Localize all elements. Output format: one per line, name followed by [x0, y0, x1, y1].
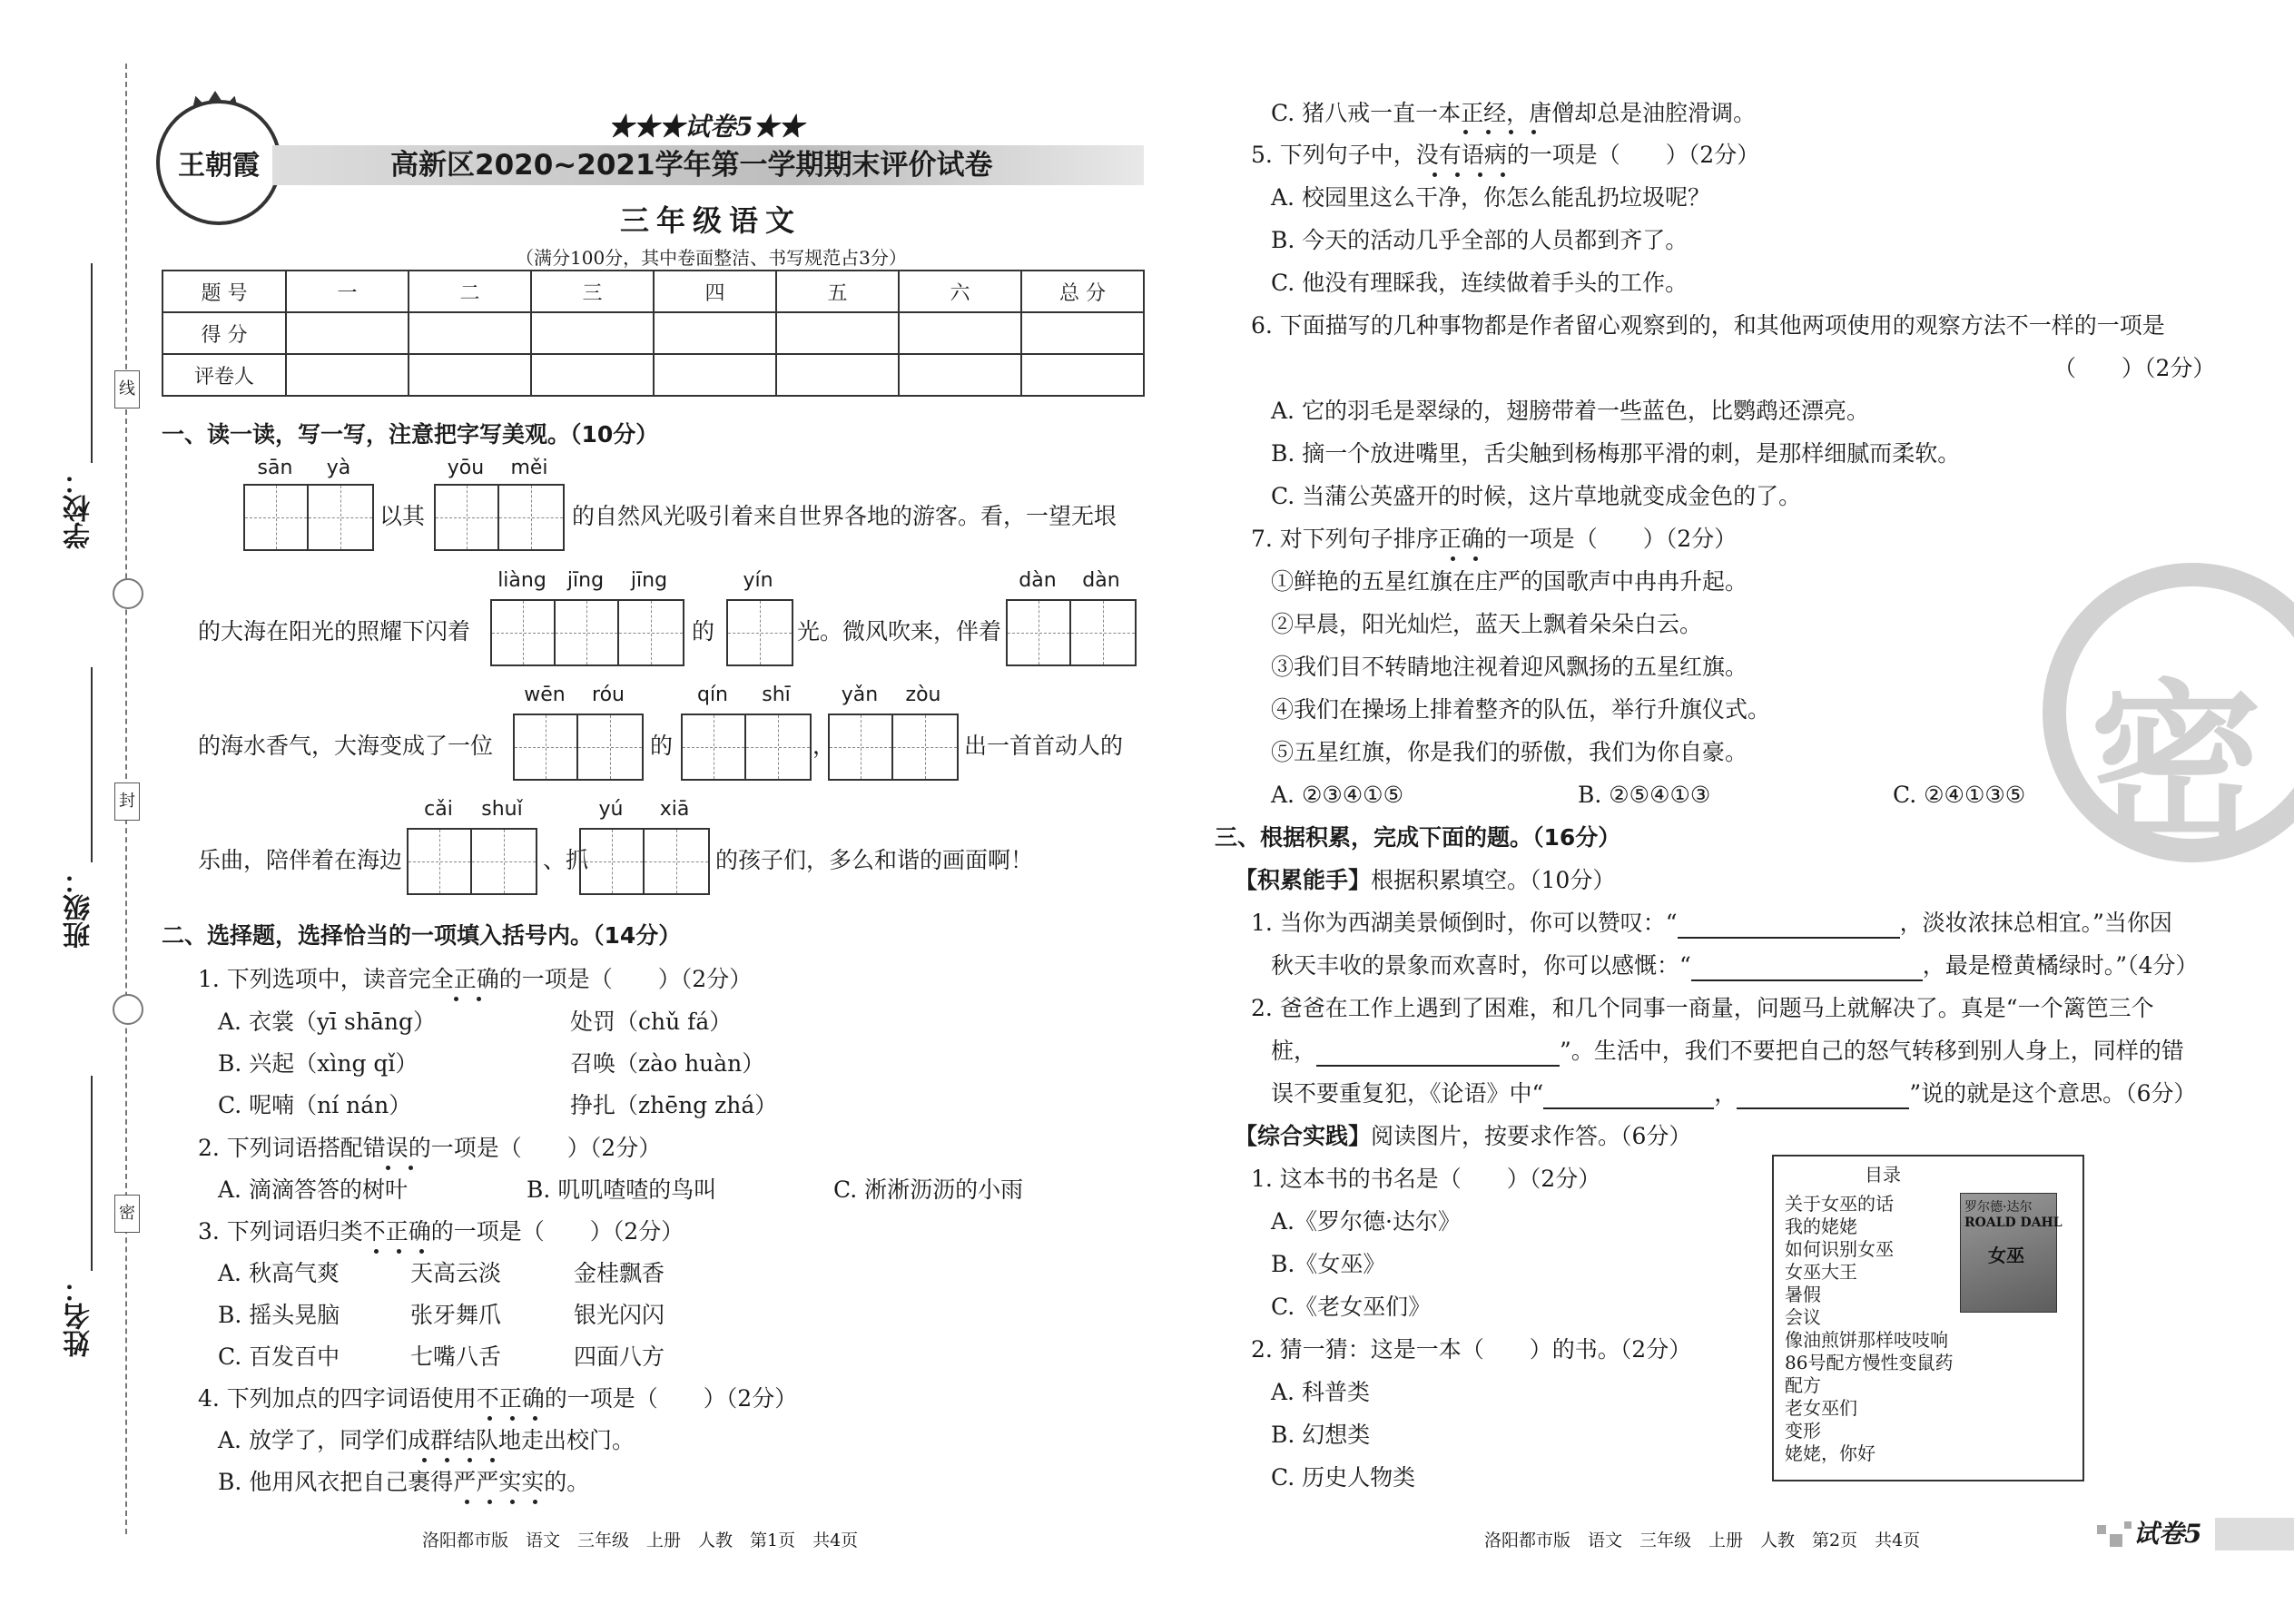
score-header-cell: 总 分	[1021, 271, 1144, 312]
passage-text: 、抓	[543, 847, 589, 873]
option: C. 呢喃（ní nán）	[218, 1092, 412, 1118]
option: A. ②③④①⑤	[1271, 782, 1404, 808]
score-cell[interactable]	[776, 312, 899, 354]
score-header-cell: 题 号	[162, 271, 286, 312]
score-cell[interactable]	[286, 312, 409, 354]
score-row	[162, 312, 1144, 354]
pinyin: yín	[743, 569, 773, 592]
option: A. 科普类	[1271, 1379, 1370, 1405]
pinyin: xiā	[659, 798, 690, 821]
class-label: 班级：	[64, 867, 95, 949]
paper-tag: 试卷5	[2133, 1519, 2202, 1549]
grader-cell[interactable]	[654, 354, 776, 396]
tianzi-grid[interactable]	[407, 828, 537, 895]
tianzi-grid[interactable]	[243, 484, 374, 551]
score-cell[interactable]	[409, 312, 531, 354]
option: A. 秋高气爽	[218, 1260, 340, 1286]
question: 7. 对下列句子排序正确的一项是（ ）（2分）	[1251, 526, 1738, 552]
toc-item: 86号配方慢性变鼠药	[1785, 1352, 1954, 1373]
emphasis-dot	[490, 1458, 495, 1462]
grader-cell[interactable]	[531, 354, 654, 396]
passage-text: 的自然风光吸引着来自世界各地的游客。看，一望无垠	[572, 503, 1117, 529]
tianzi-grid[interactable]	[513, 714, 644, 781]
paper-tag-bar	[2215, 1518, 2294, 1550]
grader-row	[162, 354, 1144, 396]
pinyin: zòu	[905, 684, 941, 706]
binding-mark-feng: 封	[114, 782, 140, 821]
option: A.《罗尔德·达尔》	[1271, 1208, 1461, 1235]
score-header-cell: 二	[409, 271, 531, 312]
binding-mark-mi: 密	[114, 1195, 140, 1233]
brand-logo: 王朝霞	[156, 100, 281, 225]
option: B. 今天的活动几乎全部的人员都到齐了。	[1271, 227, 1689, 253]
section1-heading: 一、读一读，写一写，注意把字写美观。（10分）	[162, 421, 659, 448]
tianzi-grid[interactable]	[726, 599, 793, 666]
toc-item: 配方	[1785, 1374, 1821, 1396]
toc-item: 我的姥姥	[1785, 1216, 1857, 1237]
toc-item: 女巫大王	[1785, 1261, 1857, 1283]
passage-text: 出一首首动人的	[964, 733, 1124, 759]
option: C. 他没有理睬我，连续做着手头的工作。	[1271, 270, 1689, 296]
emphasis-dot	[374, 1249, 379, 1254]
score-row-label: 得 分	[162, 312, 286, 354]
fill-text: ，最是橙黄橘绿时。”（4分）	[1922, 952, 2199, 979]
emphasis-dot	[477, 997, 481, 1001]
passage-text: 的孩子们，多么和谐的画面啊！	[715, 847, 1034, 873]
toc-item: 像油煎饼那样吱吱响	[1785, 1329, 1948, 1351]
emphasis-dot	[465, 1500, 469, 1504]
tianzi-grid[interactable]	[490, 599, 684, 666]
pinyin: róu	[592, 684, 625, 706]
option: C. 历史人物类	[1271, 1464, 1416, 1491]
fill-question	[1271, 1078, 2197, 1109]
pinyin: wēn	[524, 684, 566, 706]
binding-mark-xian: 线	[114, 370, 140, 408]
sentence: ①鲜艳的五星红旗在庄严的国歌声中冉冉升起。	[1271, 568, 1748, 595]
emphasis-dot	[397, 1249, 401, 1254]
passage-text: ，	[812, 733, 836, 759]
score-header-cell: 四	[654, 271, 776, 312]
toc-item: 如何识别女巫	[1785, 1238, 1894, 1260]
passage-text: 以其	[379, 503, 426, 529]
score-table-header	[162, 271, 1144, 312]
subsection-text: 阅读图片，按要求作答。（6分）	[1371, 1123, 1692, 1149]
question: 5. 下列句子中，没有语病的一项是（ ）（2分）	[1251, 142, 1760, 168]
passage-text: 的	[650, 733, 674, 759]
option: B. 他用风衣把自己裹得严严实实的。	[218, 1469, 590, 1495]
fill-text: ”说的就是这个意思。（6分）	[1909, 1080, 2197, 1107]
sentence: ③我们目不转睛地注视着迎风飘扬的五星红旗。	[1271, 654, 1748, 680]
binding-hole	[113, 578, 143, 609]
question: 1. 下列选项中，读音完全正确的一项是（ ）（2分）	[198, 966, 753, 992]
emphasis-dot	[510, 1416, 515, 1421]
option: 挣扎（zhēng zhá）	[570, 1092, 778, 1118]
pinyin: liàng	[497, 569, 546, 592]
option: C. 猪八戒一直一本正经，唐僧却总是油腔滑调。	[1271, 100, 1757, 126]
decor-square	[2097, 1525, 2106, 1534]
fill-question	[1271, 1036, 2184, 1067]
pinyin: dàn	[1019, 569, 1057, 592]
emphasis-dot	[419, 1249, 424, 1254]
emphasis-dot	[409, 1166, 413, 1170]
score-header-cell: 五	[776, 271, 899, 312]
emphasis-dot	[468, 1458, 472, 1462]
tianzi-grid[interactable]	[434, 484, 565, 551]
emphasis-dot	[1531, 130, 1536, 134]
question: 2. 下列词语搭配错误的一项是（ ）（2分）	[198, 1135, 662, 1161]
option: A. 滴滴答答的树叶	[218, 1176, 408, 1203]
pinyin: shuǐ	[481, 798, 523, 821]
fill-text: 秋天丰收的景象而欢喜时，你可以感慨：“	[1271, 952, 1691, 979]
fill-blank[interactable]	[1678, 910, 1900, 939]
fill-question	[1251, 908, 2172, 939]
fill-text: ，	[1714, 1080, 1738, 1107]
option: 银光闪闪	[574, 1302, 665, 1328]
emphasis-dot	[487, 1500, 492, 1504]
pinyin: yà	[326, 457, 351, 479]
emphasis-dot	[1473, 556, 1478, 561]
score-table	[162, 270, 1145, 397]
score-header-cell: 六	[899, 271, 1021, 312]
binding-hole	[113, 994, 143, 1025]
pinyin: dàn	[1082, 569, 1120, 592]
subsection-2	[1235, 1121, 1691, 1152]
book-title: 女巫	[1988, 1245, 2024, 1266]
question: 1. 这本书的书名是（ ）（2分）	[1251, 1166, 1601, 1192]
fill-question	[1271, 950, 2199, 981]
pinyin: cǎi	[424, 798, 453, 821]
passage-text: 的海水香气，大海变成了一位	[198, 733, 494, 759]
decor-square	[2124, 1521, 2132, 1529]
subsection-1	[1235, 865, 1615, 896]
option: B.《女巫》	[1271, 1251, 1386, 1277]
fill-blank[interactable]	[1543, 1080, 1714, 1109]
option: A. 放学了，同学们成群结队地走出校门。	[218, 1427, 635, 1453]
toc-item: 关于女巫的话	[1785, 1193, 1894, 1215]
pinyin: jīng	[630, 569, 668, 592]
question: 2. 猜一猜：这是一本（ ）的书。（2分）	[1251, 1336, 1692, 1363]
option: B. 摇头晃脑	[218, 1302, 340, 1328]
option: C. 淅淅沥沥的小雨	[833, 1176, 1024, 1203]
answer-bracket[interactable]: （ ）（2分）	[2053, 355, 2216, 381]
subsection-tag: 【积累能手】	[1235, 867, 1372, 893]
school-label: 学校：	[64, 468, 95, 549]
fill-blank[interactable]	[1691, 952, 1923, 981]
pinyin: yú	[598, 798, 624, 821]
option: 处罚（chǔ fá）	[570, 1009, 733, 1035]
emphasis-dot	[1433, 172, 1437, 177]
fill-blank[interactable]	[1316, 1038, 1560, 1067]
decor-square	[2110, 1534, 2122, 1547]
footer-left: 洛阳都市版 语文 三年级 上册 人教 第1页 共4页	[422, 1530, 859, 1550]
toc-title: 目录	[1865, 1164, 1901, 1186]
paper-number: ★★★试卷5★★	[608, 112, 804, 142]
score-header-cell: 三	[531, 271, 654, 312]
score-header-cell: 一	[286, 271, 409, 312]
grader-cell[interactable]	[409, 354, 531, 396]
book-author-en: ROALD DAHL	[1964, 1216, 2063, 1230]
toc-item: 姥姥，你好	[1785, 1442, 1876, 1464]
sentence: ④我们在操场上排着整齐的队伍，举行升旗仪式。	[1271, 696, 1771, 723]
option: A. 校园里这么干净，你怎么能乱扔垃圾呢？	[1271, 184, 1710, 211]
exam-title: 高新区2020~2021学年第一学期期末评价试卷	[390, 149, 993, 182]
emphasis-dot	[533, 1500, 537, 1504]
emphasis-dot	[1486, 130, 1491, 134]
grader-cell[interactable]	[899, 354, 1021, 396]
passage-text: 光。微风吹来，伴着	[797, 618, 1002, 645]
grader-cell[interactable]	[1021, 354, 1144, 396]
tianzi-grid[interactable]	[1006, 599, 1137, 666]
option: 七嘴八舌	[410, 1343, 502, 1370]
subsection-tag: 【综合实践】	[1235, 1123, 1372, 1149]
option: B. ②⑤④①③	[1578, 782, 1711, 808]
toc-item: 老女巫们	[1785, 1397, 1857, 1419]
score-cell[interactable]	[654, 312, 776, 354]
pinyin: yōu	[447, 457, 485, 479]
class-field[interactable]	[91, 667, 93, 862]
fill-text: ，淡妆浓抹总相宜。”当你因	[1899, 910, 2172, 936]
option: 天高云淡	[410, 1260, 502, 1286]
option: C. ②④①③⑤	[1893, 782, 2026, 808]
toc-item: 会议	[1785, 1306, 1821, 1328]
toc-item: 暑假	[1785, 1284, 1821, 1305]
passage-text: 的	[692, 618, 715, 645]
score-cell[interactable]	[531, 312, 654, 354]
emphasis-dot	[1455, 172, 1460, 177]
grader-row-label: 评卷人	[162, 354, 286, 396]
option: C.《老女巫们》	[1271, 1294, 1432, 1320]
option: C. 百发百中	[218, 1343, 340, 1370]
section2-heading: 二、选择题，选择恰当的一项填入括号内。（14分）	[162, 922, 682, 949]
pinyin: qín	[696, 684, 729, 706]
grader-cell[interactable]	[776, 354, 899, 396]
emphasis-dot	[1509, 130, 1513, 134]
option: 金桂飘香	[574, 1260, 665, 1286]
option: B. 兴起（xìng qǐ）	[218, 1050, 418, 1077]
fill-blank[interactable]	[1737, 1080, 1909, 1109]
option: B. 幻想类	[1271, 1422, 1371, 1448]
exam-subject: 三年级语文	[620, 203, 802, 238]
sentence: ⑤五星红旗，你是我们的骄傲，我们为你自豪。	[1271, 739, 1748, 765]
pinyin: sān	[257, 457, 293, 479]
fill-text: 误不要重复犯，《论语》中“	[1271, 1080, 1544, 1107]
fill-text: 桩，	[1271, 1038, 1317, 1064]
toc-item: 变形	[1785, 1420, 1821, 1442]
book-toc-image	[1772, 1155, 2084, 1481]
emphasis-dot	[1451, 556, 1455, 561]
tianzi-grid[interactable]	[681, 714, 812, 781]
exam-note: （满分100分，其中卷面整洁、书写规范占3分）	[516, 247, 907, 269]
question: 4. 下列加点的四字词语使用不正确的一项是（ ）（2分）	[198, 1385, 798, 1412]
option: 召唤（zào huàn）	[570, 1050, 765, 1077]
option: A. 衣裳（yī shāng）	[218, 1009, 436, 1035]
question: 6. 下面描写的几种事物都是作者留心观察到的，和其他两项使用的观察方法不一样的一项是	[1251, 312, 2165, 339]
emphasis-dot	[422, 1458, 427, 1462]
emphasis-dot	[386, 1166, 390, 1170]
score-cell[interactable]	[1021, 312, 1144, 354]
option: B. 叽叽喳喳的鸟叫	[527, 1176, 717, 1203]
emphasis-dot	[1478, 172, 1482, 177]
passage-text: 的大海在阳光的照耀下闪着	[198, 618, 471, 645]
tianzi-grid[interactable]	[579, 828, 710, 895]
book-cover	[1960, 1193, 2063, 1313]
emphasis-dot	[1463, 130, 1468, 134]
footer-right: 洛阳都市版 语文 三年级 上册 人教 第2页 共4页	[1484, 1530, 1921, 1550]
seal-char: 密	[2090, 664, 2263, 865]
pinyin: yǎn	[841, 684, 879, 706]
emphasis-dot	[510, 1500, 515, 1504]
passage-text: 乐曲，陪伴着在海边	[198, 847, 403, 873]
fill-question: 2. 爸爸在工作上遇到了困难，和几个同事一商量，问题马上就解决了。真是“一个篱笆三个	[1251, 995, 2154, 1021]
question: 3. 下列词语归类不正确的一项是（ ）（2分）	[198, 1218, 684, 1245]
grader-cell[interactable]	[286, 354, 409, 396]
option: 四面八方	[574, 1343, 665, 1370]
emphasis-dot	[445, 1458, 449, 1462]
school-field[interactable]	[91, 263, 93, 463]
pinyin: měi	[510, 457, 548, 479]
fill-text: 1. 当你为西湖美景倾倒时，你可以赞叹：“	[1251, 910, 1678, 936]
fill-text: ”。生活中，我们不要把自己的怒气转移到别人身上，同样的错	[1560, 1038, 2184, 1064]
subsection-text: 根据积累填空。（10分）	[1371, 867, 1616, 893]
option: C. 当蒲公英盛开的时候，这片草地就变成金色的了。	[1271, 483, 1802, 509]
emphasis-dot	[454, 997, 458, 1001]
emphasis-dot	[533, 1416, 537, 1421]
tianzi-grid[interactable]	[828, 714, 959, 781]
option: 张牙舞爪	[410, 1302, 502, 1328]
pinyin: jīng	[566, 569, 605, 592]
name-field[interactable]	[91, 1076, 93, 1271]
option: B. 摘一个放进嘴里，舌尖触到杨梅那平滑的刺，是那样细腻而柔软。	[1271, 440, 1961, 467]
option: A. 它的羽毛是翠绿的，翅膀带着一些蓝色，比鹦鹉还漂亮。	[1271, 398, 1869, 424]
book-author-cn: 罗尔德·达尔	[1964, 1200, 2033, 1215]
name-label: 姓名：	[64, 1275, 95, 1357]
sentence: ②早晨，阳光灿烂，蓝天上飘着朵朵白云。	[1271, 611, 1703, 637]
section3-heading: 三、根据积累，完成下面的题。（16分）	[1215, 824, 1621, 851]
emphasis-dot	[1501, 172, 1505, 177]
score-cell[interactable]	[899, 312, 1021, 354]
pinyin: shī	[762, 684, 791, 706]
emphasis-dot	[487, 1416, 492, 1421]
